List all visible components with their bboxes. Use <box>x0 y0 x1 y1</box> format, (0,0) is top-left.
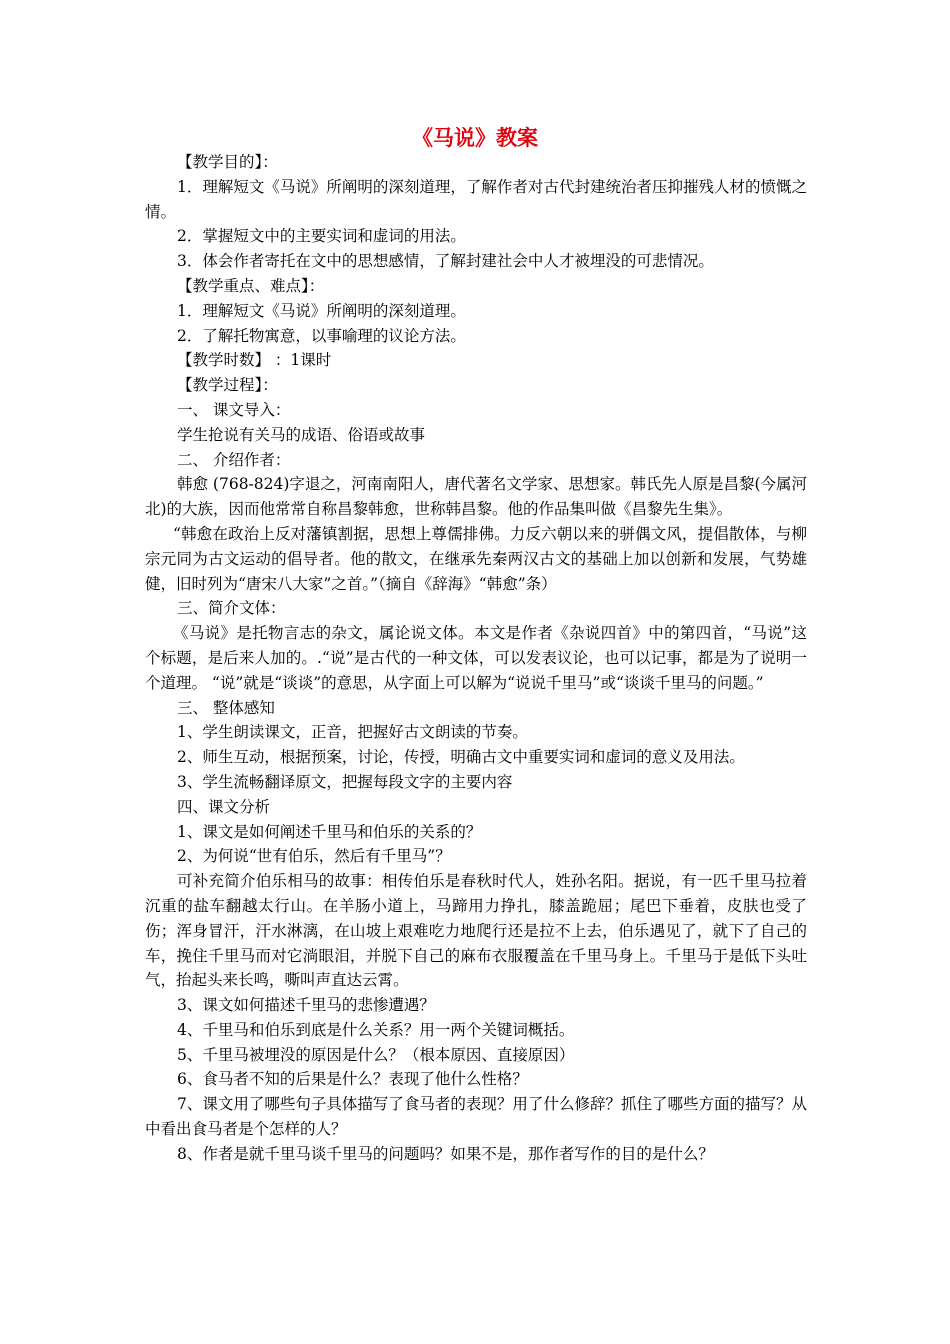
analysis-question-1: 1、课文是如何阐述千里马和伯乐的关系的？ <box>177 822 482 841</box>
step-heading-genre: 三、简介文体： <box>177 599 286 618</box>
key-point-1: 1．理解短文《马说》所阐明的深刻道理。 <box>177 301 466 320</box>
step-intro-text: 学生抢说有关马的成语、俗语或故事 <box>177 425 426 444</box>
objective-3: 3．体会作者寄托在文中的思想感情，了解封建社会中人才被埋没的可悲情况。 <box>177 252 714 271</box>
step-heading-intro: 一、 课文导入： <box>177 400 291 419</box>
section-heading-process: 【教学过程】： <box>177 376 278 395</box>
overview-item-1: 1、学生朗读课文，正音，把握好古文朗读的节奏。 <box>177 723 528 742</box>
analysis-question-5: 5、千里马被埋没的原因是什么？（根本原因、直接原因） <box>177 1045 575 1064</box>
bole-story-paragraph: 可补充简介伯乐相马的故事：相传伯乐是春秋时代人，姓孙名阳。据说，有一匹千里马拉着沉重的盐车翻越太行山。在羊肠小道上，马蹄用力挣扎，膝盖跪屈；尾巴下垂着，皮肤也受了伤；浑身冒汗，汗水淋漓，在山坡上艰难吃力地爬行还是拉不上去，伯乐遇见了，就下了自己的车，挽住千里马而对它淌眼泪，并脱下自己的麻布衣服覆盖在千里马身上。千里马于是低下头吐气，抬起头来长鸣，嘶叫声直达云霄。 <box>145 872 807 990</box>
analysis-question-3: 3、课文如何描述千里马的悲惨遭遇？ <box>177 996 435 1015</box>
document-body <box>145 150 807 1167</box>
step-heading-overview: 三、 整体感知 <box>177 698 275 717</box>
analysis-question-8: 8、作者是就千里马谈千里马的问题吗？如果不是，那作者写作的目的是什么？ <box>177 1144 714 1163</box>
analysis-question-4: 4、千里马和伯乐到底是什么关系？用一两个关键词概括。 <box>177 1020 575 1039</box>
overview-item-2: 2、师生互动，根据预案，讨论，传授，明确古文中重要实词和虚词的意义及用法。 <box>177 748 745 767</box>
section-heading-objectives: 【教学目的】： <box>177 153 278 171</box>
step-heading-analysis: 四、课文分析 <box>177 797 271 816</box>
overview-item-3: 3、学生流畅翻译原文，把握每段文字的主要内容 <box>177 772 513 791</box>
key-point-2: 2．了解托物寓意，以事喻理的议论方法。 <box>177 326 466 345</box>
objective-2: 2．掌握短文中的主要实词和虚词的用法。 <box>177 227 466 246</box>
step-heading-author: 二、 介绍作者： <box>177 450 291 469</box>
analysis-question-7: 7、课文用了哪些句子具体描写了食马者的表现？用了什么修辞？抓住了哪些方面的描写？从中看出食马者是个怎样的人？ <box>145 1095 807 1139</box>
section-heading-class-hours: 【教学时数】 ：1课时 <box>177 351 332 370</box>
genre-paragraph: 《马说》是托物言志的杂文，属论说文体。本文是作者《杂说四首》中的第四首，“马说”这个标题，是后来人加的。.“说”是古代的一种文体，可以发表议论，也可以记事，都是为了说明一个道理。 “说”就是“谈谈”的意思，从字面上可以解为“说说千里马”或“谈谈千里马的问题。” <box>145 624 807 692</box>
document-title: 《马说》教案 <box>412 126 538 150</box>
section-heading-key-points: 【教学重点、难点】： <box>177 276 325 295</box>
analysis-question-2: 2、为何说“世有伯乐，然后有千里马”？ <box>177 847 451 866</box>
analysis-question-6: 6、食马者不知的后果是什么？表现了他什么性格？ <box>177 1070 528 1089</box>
author-quote-paragraph: “韩愈在政治上反对藩镇割据，思想上尊儒排佛。力反六朝以来的骈偶文风，提倡散体，与柳宗元同为古文运动的倡导者。他的散文，在继承先秦两汉古文的基础上加以创新和发展，气势雄健，旧时列为“唐宋八大家”之首。”（摘自《辞海》“韩愈”条） <box>145 524 807 593</box>
objective-1: 1．理解短文《马说》所阐明的深刻道理，了解作者对古代封建统治者压抑摧残人材的愤慨之情。 <box>145 177 807 221</box>
author-bio-paragraph: 韩愈 (768-824)字退之，河南南阳人，唐代著名文学家、思想家。韩氏先人原是昌黎(今属河北)的大族，因而他常常自称昌黎韩愈，世称韩昌黎。他的作品集叫做《昌黎先生集》。 <box>145 475 807 519</box>
